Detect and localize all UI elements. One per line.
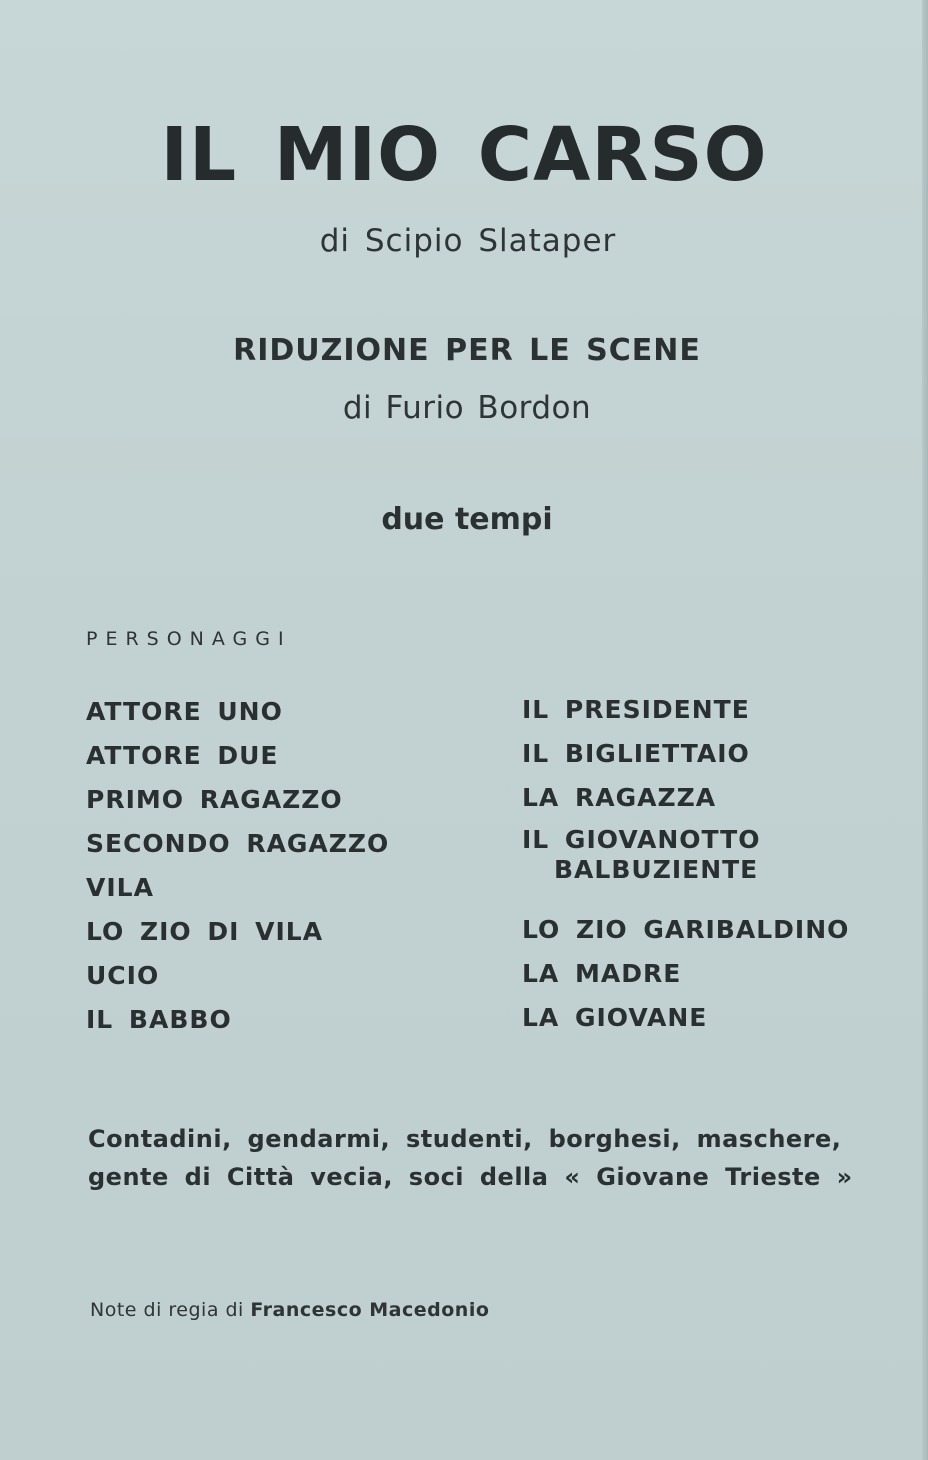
- extras-line: Contadini, gendarmi, studenti, borghesi, maschere,: [88, 1125, 842, 1153]
- director-name: Francesco Macedonio: [250, 1299, 490, 1321]
- cast-item: LO ZIO DI VILA: [86, 917, 324, 946]
- cast-item: LA MADRE: [522, 959, 682, 988]
- cast-item: IL PRESIDENTE: [522, 695, 750, 724]
- cast-item: IL BIGLIETTAIO: [522, 739, 750, 768]
- cast-item: PRIMO RAGAZZO: [86, 785, 343, 814]
- play-author: di Scipio Slataper: [319, 223, 617, 259]
- cast-item: IL GIOVANOTTO: [522, 825, 761, 854]
- cast-list-left: [86, 690, 389, 1042]
- extras-paragraph: [88, 1120, 853, 1196]
- cast-item: ATTORE UNO: [86, 697, 283, 726]
- direction-notes: [90, 1301, 489, 1320]
- reduction-heading: RIDUZIONE PER LE SCENE: [233, 333, 701, 368]
- cast-item: LA RAGAZZA: [522, 783, 717, 812]
- cast-item: UCIO: [86, 961, 160, 990]
- cast-item-continuation: BALBUZIENTE: [554, 855, 759, 884]
- cast-item: LA GIOVANE: [522, 1003, 708, 1032]
- acts-label: due tempi: [381, 502, 553, 537]
- play-title: IL MIO CARSO: [160, 112, 768, 198]
- cast-item: IL BABBO: [86, 1005, 232, 1034]
- cast-list-right: [522, 688, 849, 1040]
- page-edge: [922, 0, 928, 1460]
- cast-heading: PERSONAGGI: [86, 628, 292, 650]
- cast-item: LO ZIO GARIBALDINO: [522, 915, 850, 944]
- cast-item: ATTORE DUE: [86, 741, 279, 770]
- notes-prefix: Note di regia di: [90, 1299, 244, 1321]
- cast-item: SECONDO RAGAZZO: [86, 829, 390, 858]
- extras-line: gente di Città vecia, soci della « Giovane Trieste »: [88, 1163, 853, 1191]
- reduction-author: di Furio Bordon: [342, 390, 592, 426]
- cast-item: VILA: [86, 873, 154, 902]
